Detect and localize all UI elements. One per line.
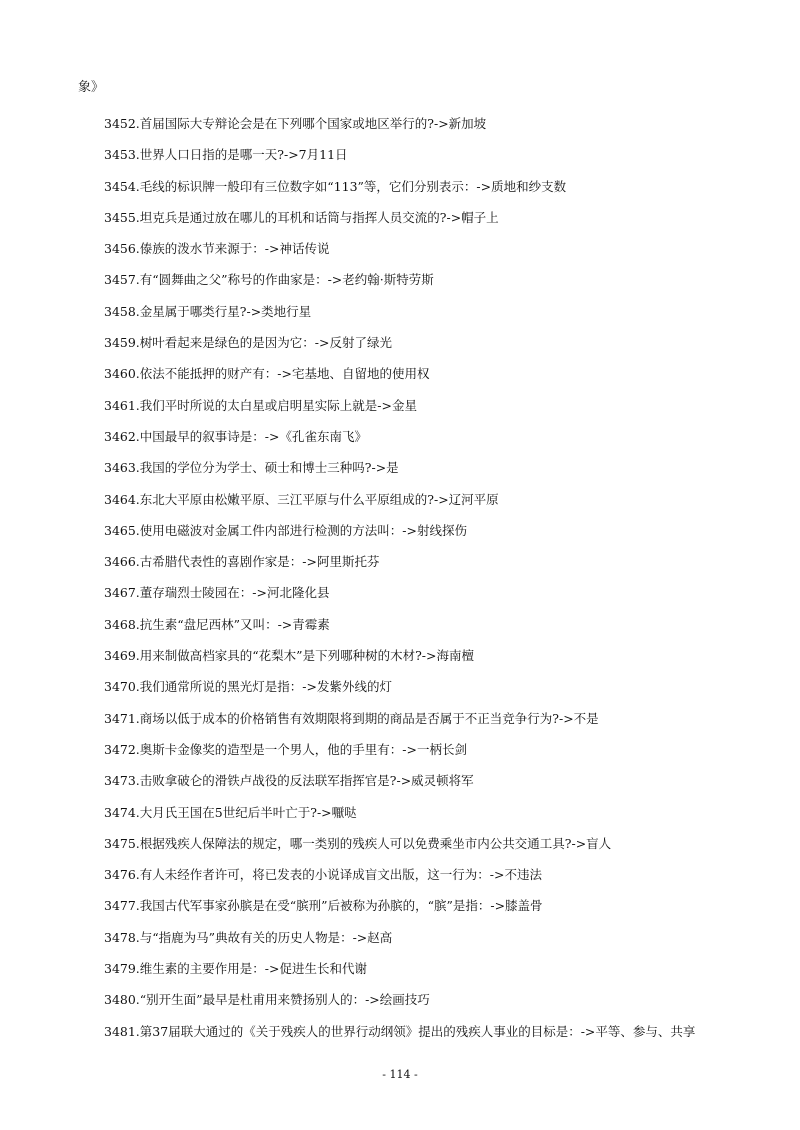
qa-item: 3467.董存瑞烈士陵园在：->河北隆化县: [104, 585, 330, 601]
qa-item: 3454.毛线的标识牌一般印有三位数字如“113”等，它们分别表示：->质地和纱支数: [104, 178, 567, 194]
qa-item: 3463.我国的学位分为学士、硕士和博士三种吗?->是: [104, 460, 399, 476]
qa-item: 3480.“别开生面”最早是杜甫用来赞扬别人的：->绘画技巧: [104, 992, 430, 1008]
qa-item: 3481.第37届联大通过的《关于残疾人的世界行动纲领》提出的残疾人事业的目标是：->平等、参与、共享: [104, 1023, 696, 1039]
continued-fragment: 象》: [78, 80, 105, 95]
qa-item: 3455.坦克兵是通过放在哪儿的耳机和话筒与指挥人员交流的?->帽子上: [104, 209, 499, 225]
qa-item: 3477.我国古代军事家孙膑是在受“膑刑”后被称为孙膑的，“膑”是指：->膝盖骨: [104, 898, 543, 914]
qa-item: 3474.大月氏王国在5世纪后半叶亡于?->嚈哒: [104, 804, 357, 820]
qa-list: [104, 116, 784, 1055]
qa-item: 3465.使用电磁波对金属工件内部进行检测的方法叫：->射线探伤: [104, 522, 467, 538]
qa-item: 3473.击败拿破仑的滑铁卢战役的反法联军指挥官是?->威灵顿将军: [104, 773, 474, 789]
qa-item: 3453.世界人口日指的是哪一天?->7月11日: [104, 147, 348, 163]
qa-item: 3457.有“圆舞曲之父”称号的作曲家是：->老约翰·斯特劳斯: [104, 272, 434, 288]
qa-item: 3466.古希腊代表性的喜剧作家是：->阿里斯托芬: [104, 554, 380, 570]
qa-item: 3479.维生素的主要作用是：->促进生长和代谢: [104, 961, 367, 977]
qa-item: 3470.我们通常所说的黑光灯是指：->发紫外线的灯: [104, 679, 392, 695]
qa-item: 3459.树叶看起来是绿色的是因为它：->反射了绿光: [104, 335, 392, 351]
qa-item: 3464.东北大平原由松嫩平原、三江平原与什么平原组成的?->辽河平原: [104, 491, 499, 507]
qa-item: 3468.抗生素“盘尼西林”又叫：->青霉素: [104, 616, 330, 632]
qa-item: 3456.傣族的泼水节来源于：->神话传说: [104, 241, 330, 257]
page-number: - 114 -: [382, 1068, 418, 1081]
qa-item: 3460.依法不能抵押的财产有：->宅基地、自留地的使用权: [104, 366, 430, 382]
qa-item: 3462.中国最早的叙事诗是：->《孔雀东南飞》: [104, 428, 367, 444]
qa-item: 3452.首届国际大专辩论会是在下列哪个国家或地区举行的?->新加坡: [104, 116, 487, 131]
qa-item: 3471.商场以低于成本的价格销售有效期限将到期的商品是否属于不正当竞争行为?->不是: [104, 710, 599, 726]
qa-item: 3469.用来制做高档家具的“花梨木”是下列哪种树的木材?->海南檀: [104, 648, 474, 664]
qa-item: 3461.我们平时所说的太白星或启明星实际上就是->金星: [104, 397, 417, 413]
qa-item: 3476.有人未经作者许可，将已发表的小说译成盲文出版，这一行为：->不违法: [104, 867, 542, 883]
qa-item: 3472.奥斯卡金像奖的造型是一个男人，他的手里有：->一柄长剑: [104, 741, 467, 757]
qa-item: 3475.根据残疾人保障法的规定，哪一类别的残疾人可以免费乘坐市内公共交通工具?->盲人: [104, 835, 612, 851]
qa-item: 3458.金星属于哪类行星?->类地行星: [104, 303, 312, 319]
qa-item: 3478.与“指鹿为马”典故有关的历史人物是：->赵高: [104, 929, 393, 945]
